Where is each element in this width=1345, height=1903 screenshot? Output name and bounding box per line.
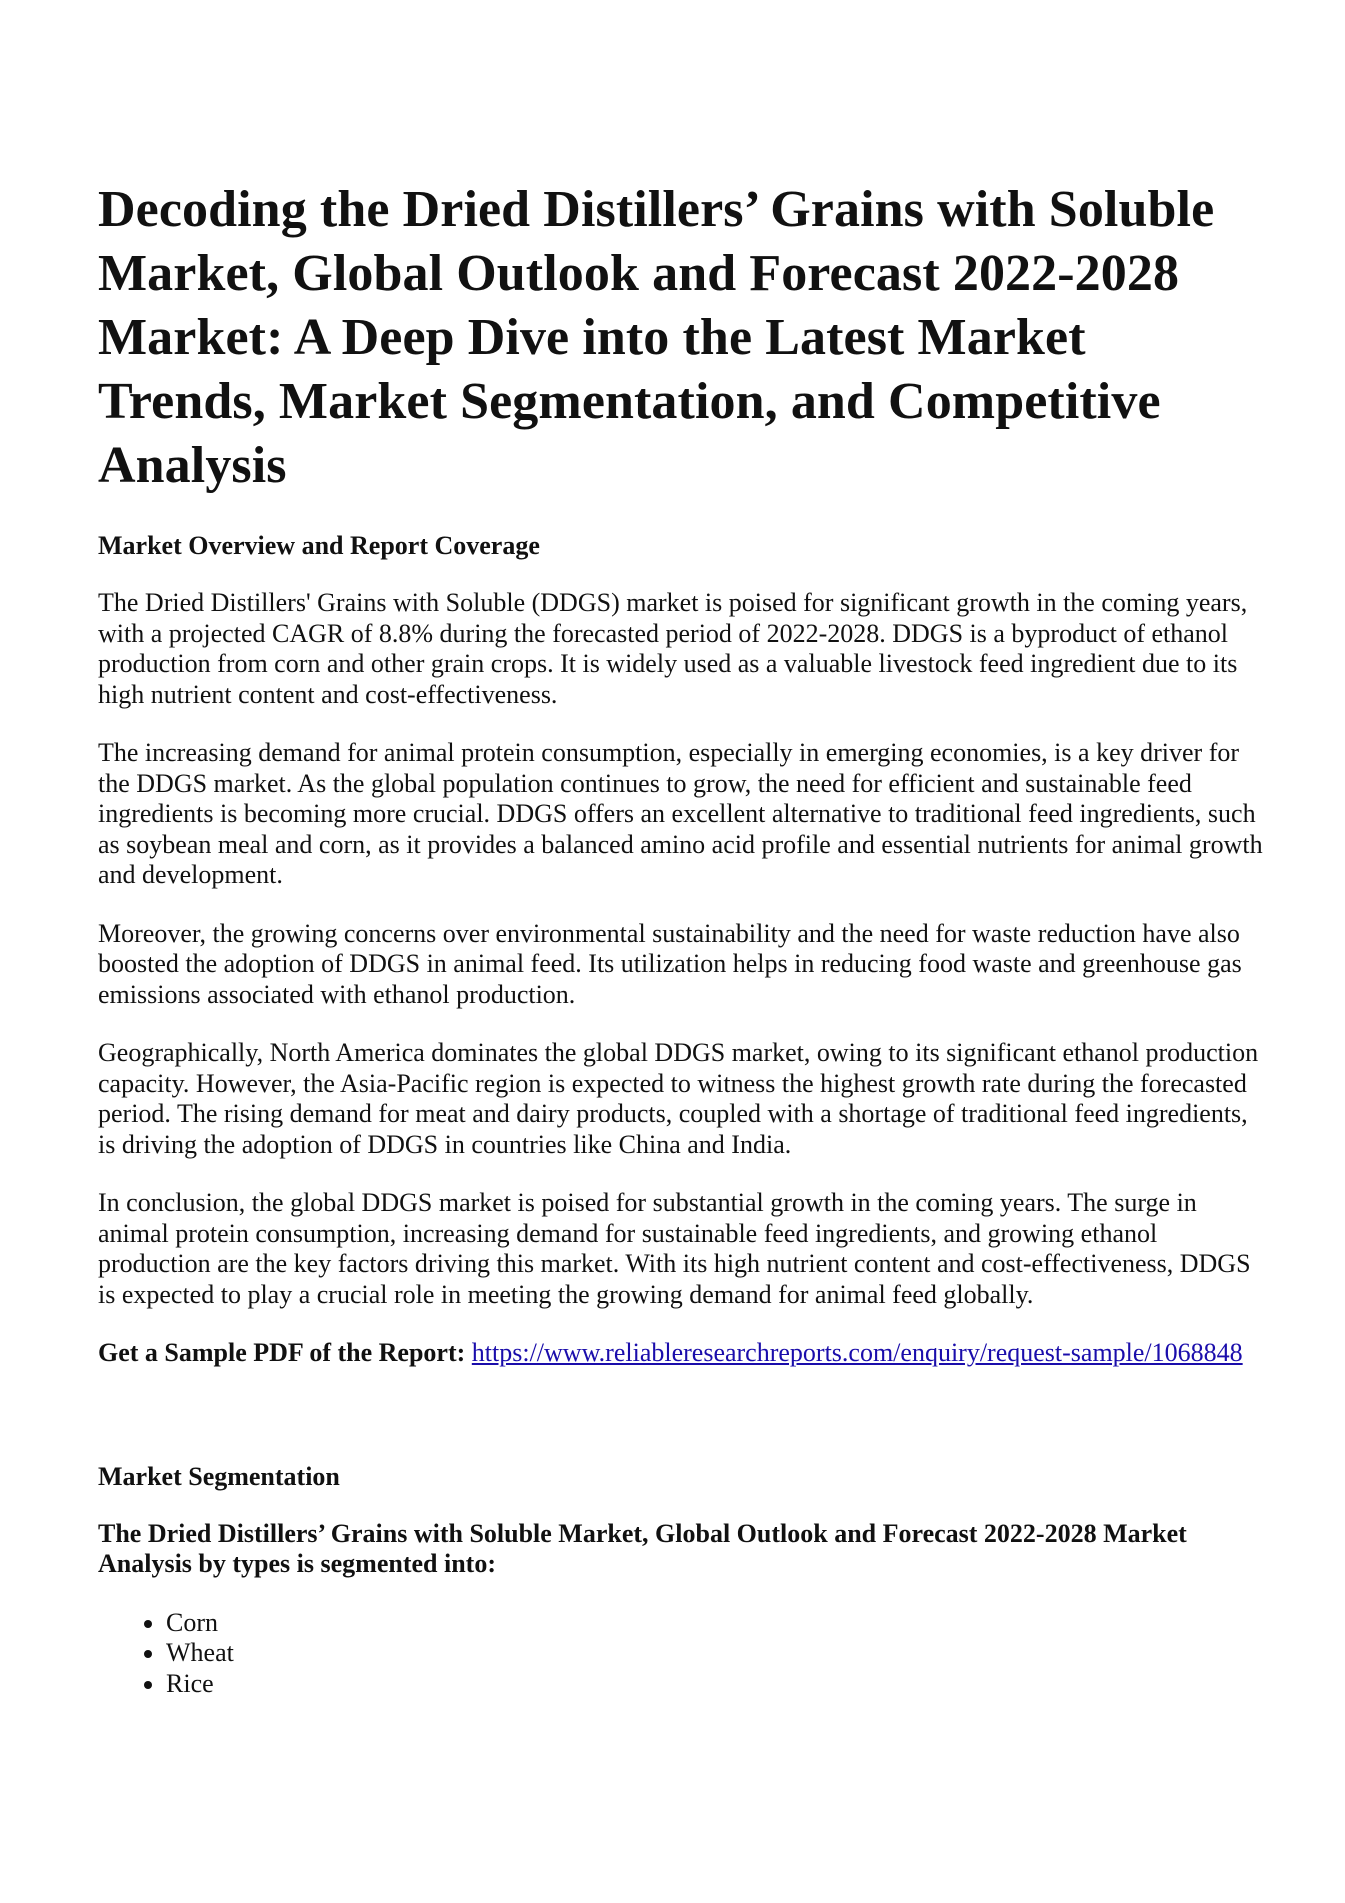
sample-pdf-link[interactable]: https://www.reliableresearchreports.com/enquiry/request-sample/1068848 <box>471 1338 1243 1367</box>
overview-paragraph-5: In conclusion, the global DDGS market is poised for substantial growth in the coming years. The surge in animal protein consumption, increasing demand for sustainable feed ingredients, and growing ethanol production are the key factors driving this market. With its high nutrient content and cost-effectiveness, DDGS is expected to play a crucial role in meeting the growing demand for animal feed globally. <box>98 1188 1251 1309</box>
overview-paragraph-3: Moreover, the growing concerns over environmental sustainability and the need for waste reduction have also boosted the adoption of DDGS in animal feed. Its utilization helps in reducing food waste and greenhouse gas emissions associated with ethanol production. <box>98 918 1242 1009</box>
list-item: • Corn <box>166 1608 1265 1639</box>
overview-paragraph-2: The increasing demand for animal protein consumption, especially in emerging economies, is a key driver for the DDGS market. As the global population continues to grow, the need for efficient and sustainable feed ingredients is becoming more crucial. DDGS offers an excellent alternative to traditional feed ingredients, such as soybean meal and corn, as it provides a balanced amino acid profile and essential nutrients for animal growth and development. <box>98 738 1263 889</box>
segmentation-heading: Market Segmentation <box>98 1461 340 1491</box>
list-item: • Wheat <box>166 1638 1265 1669</box>
sample-pdf-line <box>98 1338 1265 1369</box>
segment-type-list <box>98 1608 1265 1700</box>
segmentation-subheading: The Dried Distillers’ Grains with Soluble Market, Global Outlook and Forecast 2022-2028 Market Analysis by types is segmented into: <box>98 1518 1187 1578</box>
overview-heading: Market Overview and Report Coverage <box>98 531 540 560</box>
overview-paragraph-1: The Dried Distillers' Grains with Soluble (DDGS) market is poised for significant growth in the coming years, with a projected CAGR of 8.8% during the forecasted period of 2022-2028. DDGS is a byproduct of ethanol production from corn and other grain crops. It is widely used as a valuable livestock feed ingredient due to its high nutrient content and cost-effectiveness. <box>98 588 1248 709</box>
overview-paragraph-4: Geographically, North America dominates the global DDGS market, owing to its significant ethanol production capacity. However, the Asia-Pacific region is expected to witness the highest growth rate during the forecasted period. The rising demand for meat and dairy products, coupled with a shortage of traditional feed ingredients, is driving the adoption of DDGS in countries like China and India. <box>98 1038 1259 1159</box>
page-title: Decoding the Dried Distillers’ Grains with Soluble Market, Global Outlook and Forecast 2022-2028 Market: A Deep Dive into the Latest Market Trends, Market Segmentation, and Competitive Analysis <box>98 181 1215 494</box>
list-item: • Rice <box>166 1669 1265 1700</box>
section-spacer <box>98 1369 1265 1461</box>
sample-pdf-label: Get a Sample PDF of the Report: <box>98 1338 466 1367</box>
